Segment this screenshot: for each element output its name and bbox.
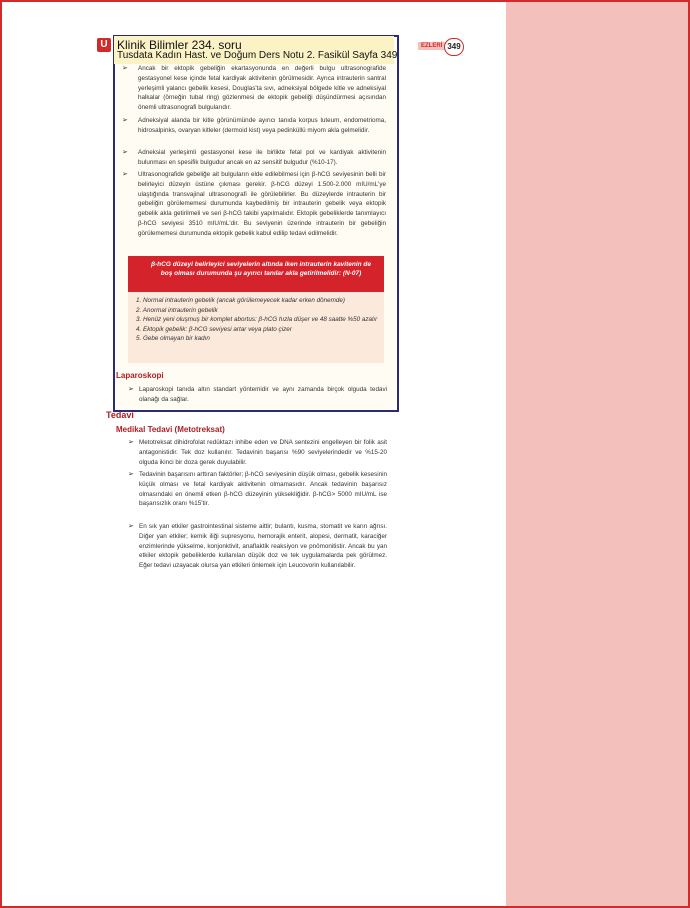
diagnosis-list: [136, 296, 382, 344]
tedavi-paragraph-1: Metotreksat dihidrofolat redüktazı inhibe eden ve DNA sentezini engelleyen bir folik asit antagonistidir. Tek doz kullanılır. Tedavinin başarısı %90 seviyelerindedir ve %15-20 olguda ikinci bir doza gerek duyulabilir.: [139, 439, 387, 466]
tedavi-paragraph-2: Tedavinin başarısını arttıran faktörler; β-hCG seviyesinin düşük olması, gebelik kesesinin küçük olması ve fetal kardiyak aktivitenin olmamasıdır. Ancak tedavinin başarısız olmasındaki en önemli etken β-hCG düzeyinin yüksekliğidir. β-hCG> 5000 mIU/mL ise başarısızlık oranı %15'tir.: [139, 471, 387, 508]
list-item: 5. Gebe olmayan bir kadın: [136, 335, 210, 343]
list-item: 2. Anormal intrauterin gebelik: [136, 306, 218, 314]
section-heading-laparoskopi: Laparoskopi: [116, 371, 164, 380]
list-item: 3. Henüz yeni oluşmuş bir komplet abortus: β-hCG hızla düşer ve 48 saatte %50 azalır: [136, 316, 378, 324]
tedavi-paragraph-3: En sık yan etkiler gastrointestinal sisteme aittir; bulantı, kusma, stomatit ve karın ağrısı. Diğer yan etkiler; kemik iliği supresyonu, hemorajik enterit, alopesi, dermatit, karaciğer enzimlerinde yükselme, konjonktivit, anaflaktik reaksiyon ve pnömonitistir. Ancak bu yan etkiler ektopik gebeliklerde kullanılan düşük doz ve tek uygulamalarda pek görülmez. Eğer tedavi uzayacak olursa yan etkileri önlemek için Leucovorin kullanılabilir.: [139, 523, 387, 570]
bullet-icon: ➢: [128, 471, 134, 478]
laparoskopi-text: Laparoskopi tanıda altın standart yöntemidir ve aynı zamanda birçok olguda tedavi olanağı da sağlar.: [139, 386, 387, 403]
bullet-icon: ➢: [128, 439, 134, 446]
list-item: 1. Normal intrauterin gebelik (ancak görülemeyecek kadar erken dönemde): [136, 297, 345, 304]
paragraph-4: Ultrasonografide gebeliğe ait bulguların elde edilebilmesi için β-hCG seviyesinin belli bir belirleyici düzeyin üstüne çıkması gerekir. β-hCG düzeyi 1.500-2.000 mIU/mL'ye ulaştığında transvajinal ultrasonografi ile görülebilirler. Bu düzeylerde intrauterin bir gebeliğin görülememesi durumunda kaybedilmiş bir intrauterin gebelik veya ektopik gebelik akla getirilmeli ve seri β-hCG takibi yapılmalıdır. Ektopik gebeliklerde tanımlayıcı β-hCG seviyesi 3510 mIU/mL'dir. Bu seviyenin üzerinde intrauterin bir gebeliğin görülememesi durumunda ektopik gebelik kabul edilip tedavi edilmelidir.: [138, 171, 386, 237]
paragraph-2: Adneksiyal alanda bir kitle görünümünde ayırıcı tanıda korpus luteum, endometrioma, hidrosalpinks, ovaryan kitleler (dermoid kist) veya pedinküllü miyom akla gelmelidir.: [138, 117, 386, 134]
bullet-icon: ➢: [128, 386, 134, 393]
chapter-tag: EZLERİ: [418, 42, 445, 50]
bullet-icon: ➢: [122, 117, 128, 124]
overlay-title: Klinik Bilimler 234. soru: [117, 38, 242, 52]
page-number: 349: [444, 38, 464, 56]
book-logo: U: [97, 38, 111, 52]
bullet-icon: ➢: [122, 171, 128, 178]
pink-side-panel: [506, 2, 688, 906]
bullet-icon: ➢: [122, 65, 128, 72]
warning-text: β-hCG düzeyi belirleyici seviyelerin altında iken intrauterin kavitenin de boş olması durumunda şu ayırıcı tanılar akla getirilmelidir: (N-07): [150, 261, 372, 277]
section-heading-tedavi: Tedavi: [106, 410, 134, 420]
subsection-heading-medikal: Medikal Tedavi (Metotreksat): [116, 425, 225, 434]
paragraph-1: Ancak bir ektopik gebeliğin ekartasyonunda en değerli bulgu ultrasonografide gestasyonel kese içinde fetal kardiyak aktivitenin görülmesidir. Ayrıca intrauterin santral yerleşimli yalancı gebelik kesesi, Douglas'ta sıvı, adneksiyal bölgede kitle ve adneksiyal halkalar (örneğin tubal ring) gözlenmesi de ektopik gebeliği düşündürmesi açısından önemli ultrasonografi bulgularıdır.: [138, 65, 386, 112]
warning-box: [128, 256, 384, 292]
bullet-icon: ➢: [122, 149, 128, 156]
bullet-icon: ➢: [128, 523, 134, 530]
paragraph-3: Adneksial yerleşimli gestasyonel kese ile birlikte fetal pol ve kardiyak aktivitenin bulunması en spesifik bulgudur ancak en az sensitif bulgudur (%10-17).: [138, 149, 386, 166]
list-item: 4. Ektopik gebelik: β-hCG seviyesi artar veya plato çizer: [136, 325, 292, 333]
overlay-subtitle: Tusdata Kadın Hast. ve Doğum Ders Notu 2. Fasikül Sayfa 349: [117, 50, 398, 61]
